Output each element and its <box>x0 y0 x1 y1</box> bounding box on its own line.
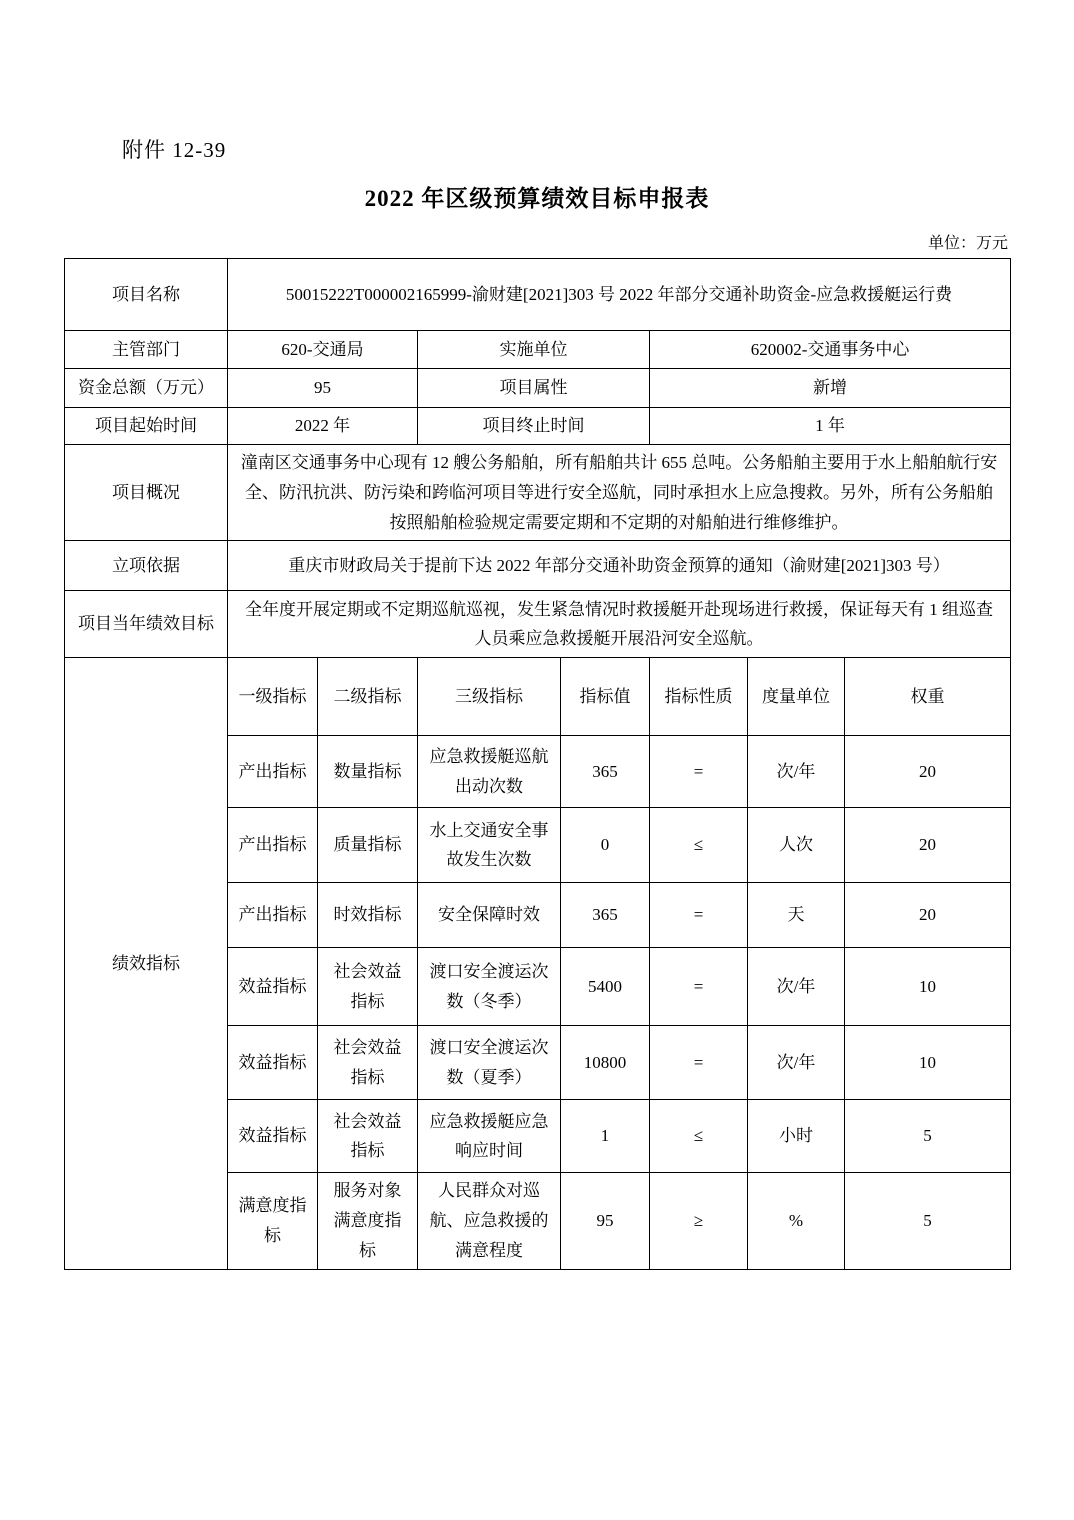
row-project-name <box>65 259 1011 331</box>
indicator-value-cell: 365 <box>561 883 650 948</box>
attachment-number: 附件 12-39 <box>122 138 227 162</box>
indicator-level1-cell: 效益指标 <box>228 948 318 1026</box>
indicator-value-cell: 10800 <box>561 1026 650 1100</box>
indicator-level3-cell: 水上交通安全事故发生次数 <box>418 808 561 883</box>
start-value: 2022 年 <box>228 408 418 445</box>
indicator-weight-cell: 20 <box>845 808 1011 883</box>
row-fund <box>65 369 1011 408</box>
indicator-level2-cell: 社会效益指标 <box>318 948 418 1026</box>
indicator-weight-cell: 20 <box>845 736 1011 808</box>
dept-label: 主管部门 <box>65 331 228 369</box>
overview-label: 项目概况 <box>65 445 228 541</box>
indicator-header-nature: 指标性质 <box>650 658 748 736</box>
indicator-header-level2: 二级指标 <box>318 658 418 736</box>
indicator-nature-cell: = <box>650 948 748 1026</box>
indicator-value-cell: 95 <box>561 1173 650 1269</box>
impl-value: 620002-交通事务中心 <box>650 331 1011 369</box>
unit-note: 单位：万元 <box>927 235 1008 252</box>
start-label: 项目起始时间 <box>65 408 228 445</box>
indicator-weight-cell: 20 <box>845 883 1011 948</box>
indicator-level2-cell: 时效指标 <box>318 883 418 948</box>
end-value: 1 年 <box>650 408 1011 445</box>
project-name-value: 50015222T000002165999-渝财建[2021]303 号 2022 年部分交通补助资金-应急救援艇运行费 <box>228 259 1011 331</box>
attr-value: 新增 <box>650 369 1011 408</box>
goal-value: 全年度开展定期或不定期巡航巡视，发生紧急情况时救援艇开赴现场进行救援，保证每天有 1 组巡查人员乘应急救援艇开展沿河安全巡航。 <box>228 591 1011 658</box>
indicator-value-cell: 5400 <box>561 948 650 1026</box>
indicator-header-value: 指标值 <box>561 658 650 736</box>
indicator-weight-cell: 5 <box>845 1173 1011 1269</box>
indicator-level1-cell: 效益指标 <box>228 1026 318 1100</box>
indicator-nature-cell: = <box>650 883 748 948</box>
indicator-unit-cell: % <box>748 1173 845 1269</box>
fund-label: 资金总额（万元） <box>65 369 228 408</box>
declaration-table <box>64 258 1011 1270</box>
row-basis <box>65 541 1011 591</box>
indicator-unit-cell: 小时 <box>748 1100 845 1173</box>
indicator-level1-cell: 产出指标 <box>228 736 318 808</box>
attr-label: 项目属性 <box>418 369 650 408</box>
fund-value: 95 <box>228 369 418 408</box>
indicator-weight-cell: 10 <box>845 948 1011 1026</box>
indicator-level3-cell: 渡口安全渡运次数（冬季） <box>418 948 561 1026</box>
row-goal <box>65 591 1011 658</box>
basis-value: 重庆市财政局关于提前下达 2022 年部分交通补助资金预算的通知（渝财建[2021]303 号） <box>228 541 1011 591</box>
indicator-level3-cell: 应急救援艇巡航出动次数 <box>418 736 561 808</box>
indicator-unit-cell: 次/年 <box>748 948 845 1026</box>
indicator-level3-cell: 人民群众对巡航、应急救援的满意程度 <box>418 1173 561 1269</box>
project-name-label: 项目名称 <box>65 259 228 331</box>
row-dates <box>65 408 1011 445</box>
indicator-level2-cell: 数量指标 <box>318 736 418 808</box>
indicator-weight-cell: 5 <box>845 1100 1011 1173</box>
indicator-value-cell: 0 <box>561 808 650 883</box>
dept-value: 620-交通局 <box>228 331 418 369</box>
indicator-header-row <box>65 658 1011 736</box>
row-department <box>65 331 1011 369</box>
document-title: 2022 年区级预算绩效目标申报表 <box>364 186 710 211</box>
indicator-header-level3: 三级指标 <box>418 658 561 736</box>
indicator-nature-cell: = <box>650 1026 748 1100</box>
indicator-header-level1: 一级指标 <box>228 658 318 736</box>
row-overview <box>65 445 1011 541</box>
overview-value: 潼南区交通事务中心现有 12 艘公务船舶，所有船舶共计 655 总吨。公务船舶主要用于水上船舶航行安全、防汛抗洪、防污染和跨临河项目等进行安全巡航，同时承担水上应急搜救。另外，所有公务船舶按照船舶检验规定需要定期和不定期的对船舶进行维修维护。 <box>228 445 1011 541</box>
indicator-unit-cell: 次/年 <box>748 1026 845 1100</box>
indicator-level2-cell: 社会效益指标 <box>318 1100 418 1173</box>
end-label: 项目终止时间 <box>418 408 650 445</box>
indicator-nature-cell: = <box>650 736 748 808</box>
indicator-level3-cell: 渡口安全渡运次数（夏季） <box>418 1026 561 1100</box>
indicator-level2-cell: 服务对象满意度指标 <box>318 1173 418 1269</box>
indicator-header-unit: 度量单位 <box>748 658 845 736</box>
indicator-level3-cell: 应急救援艇应急响应时间 <box>418 1100 561 1173</box>
indicator-value-cell: 1 <box>561 1100 650 1173</box>
indicator-value-cell: 365 <box>561 736 650 808</box>
indicator-level1-cell: 产出指标 <box>228 808 318 883</box>
basis-label: 立项依据 <box>65 541 228 591</box>
impl-label: 实施单位 <box>418 331 650 369</box>
goal-label: 项目当年绩效目标 <box>65 591 228 658</box>
indicator-unit-cell: 人次 <box>748 808 845 883</box>
indicator-level3-cell: 安全保障时效 <box>418 883 561 948</box>
indicator-nature-cell: ≥ <box>650 1173 748 1269</box>
indicator-level2-cell: 社会效益指标 <box>318 1026 418 1100</box>
indicators-section-label: 绩效指标 <box>65 658 228 1269</box>
indicator-level1-cell: 满意度指标 <box>228 1173 318 1269</box>
indicator-header-weight: 权重 <box>845 658 1011 736</box>
indicator-level1-cell: 效益指标 <box>228 1100 318 1173</box>
indicator-nature-cell: ≤ <box>650 808 748 883</box>
indicator-unit-cell: 天 <box>748 883 845 948</box>
indicator-level2-cell: 质量指标 <box>318 808 418 883</box>
indicator-weight-cell: 10 <box>845 1026 1011 1100</box>
indicator-nature-cell: ≤ <box>650 1100 748 1173</box>
indicator-level1-cell: 产出指标 <box>228 883 318 948</box>
indicator-unit-cell: 次/年 <box>748 736 845 808</box>
